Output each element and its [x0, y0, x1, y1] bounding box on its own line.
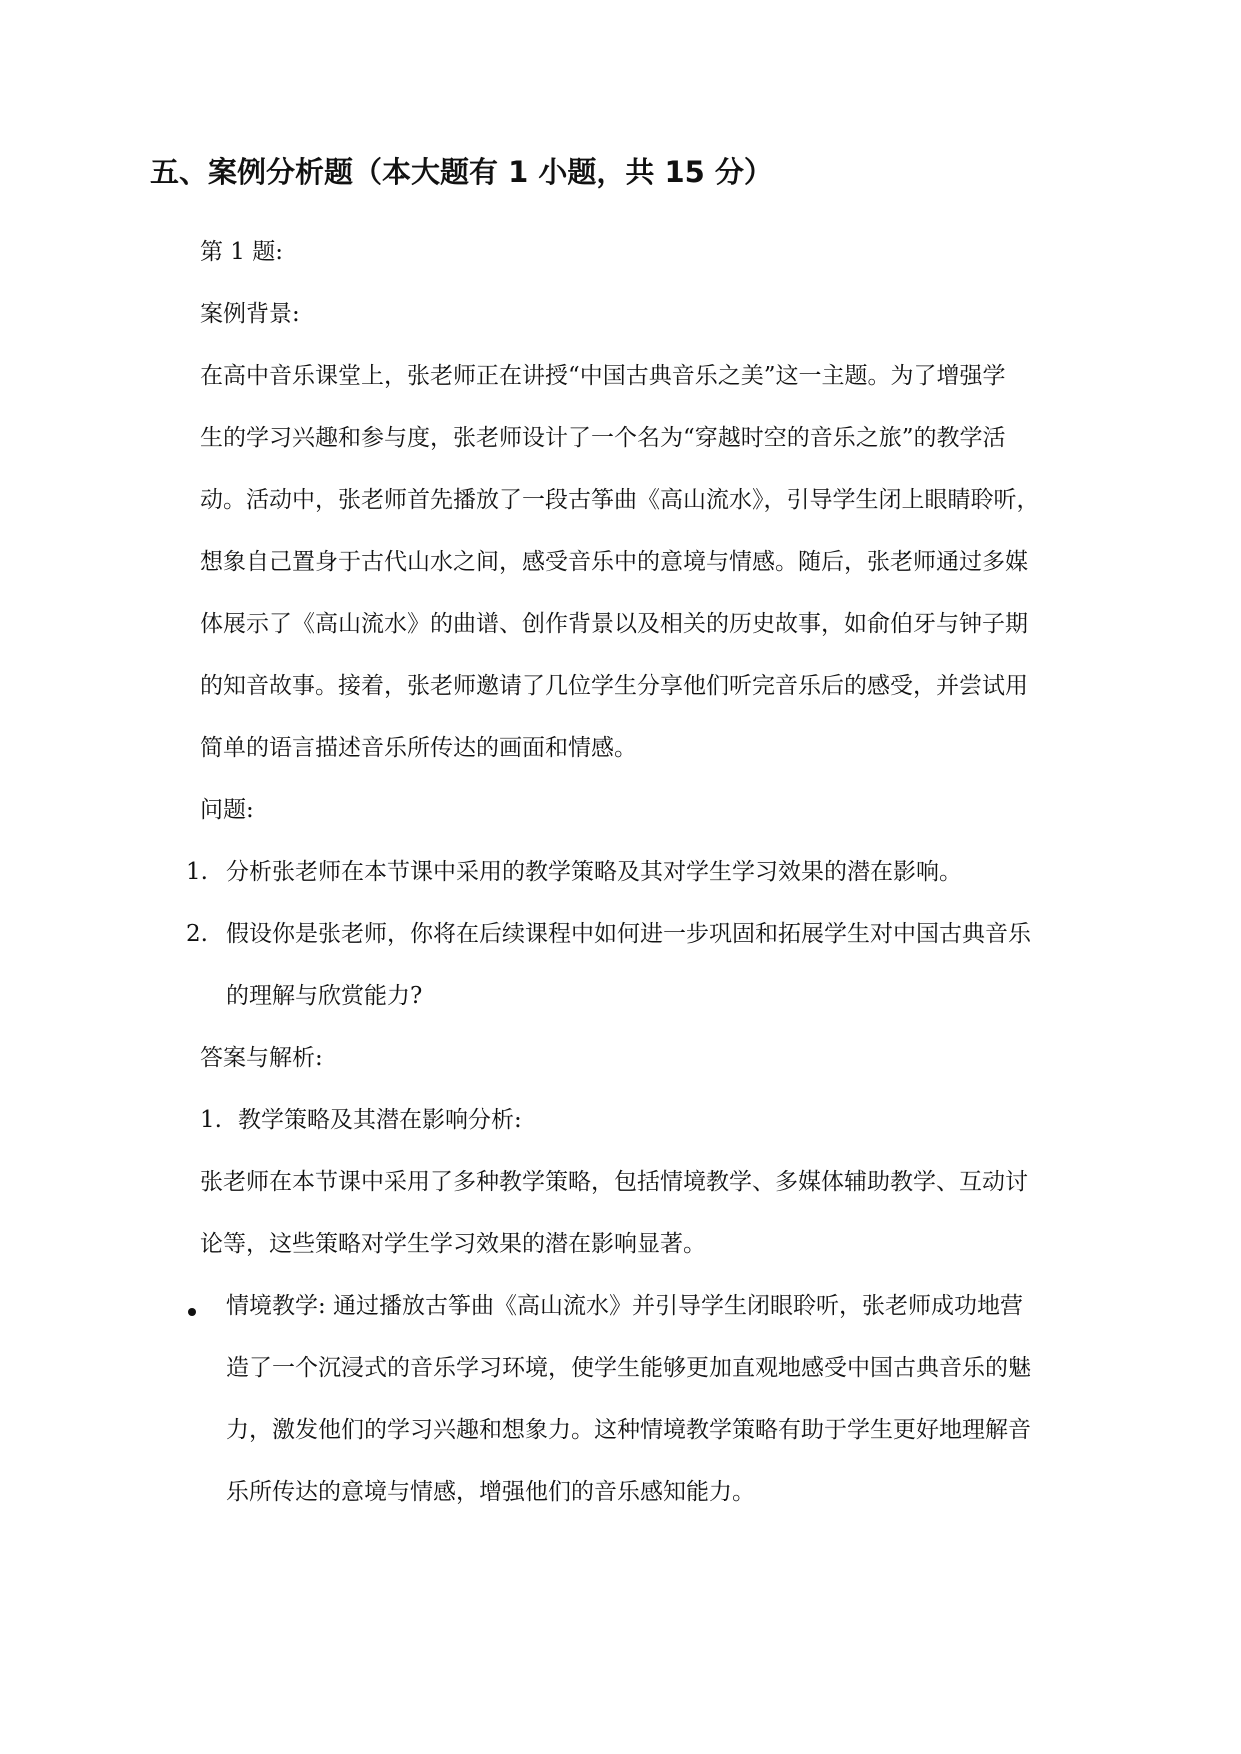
- answer-item-title: 教学策略及其潜在影响分析:: [238, 1107, 522, 1133]
- bullet-text-line: 力，激发他们的学习兴趣和想象力。这种情境教学策略有助于学生更好地理解音: [226, 1417, 1031, 1443]
- background-line: 体展示了《高山流水》的曲谱、创作背景以及相关的历史故事，如俞伯牙与钟子期: [200, 611, 1028, 637]
- question-number: 2.: [186, 921, 208, 947]
- bullet-text-line: 造了一个沉浸式的音乐学习环境，使学生能够更加直观地感受中国古典音乐的魅: [226, 1355, 1031, 1381]
- background-line: 想象自己置身于古代山水之间，感受音乐中的意境与情感。随后，张老师通过多媒: [200, 549, 1028, 575]
- answer-summary-line: 论等，这些策略对学生学习效果的潜在影响显著。: [200, 1231, 706, 1257]
- bullet-text-line: 情境教学: 通过播放古筝曲《高山流水》并引导学生闭眼聆听，张老师成功地营: [226, 1293, 1024, 1319]
- answer-label: 答案与解析:: [200, 1045, 323, 1071]
- background-line: 动。活动中，张老师首先播放了一段古筝曲《高山流水》，引导学生闭上眼睛聆听，: [200, 487, 1040, 513]
- answer-summary-line: 张老师在本节课中采用了多种教学策略，包括情境教学、多媒体辅助教学、互动讨: [200, 1169, 1028, 1195]
- bullet-icon: [188, 1308, 196, 1316]
- background-line: 在高中音乐课堂上，张老师正在讲授“中国古典音乐之美”这一主题。为了增强学: [200, 363, 1006, 389]
- background-line: 生的学习兴趣和参与度，张老师设计了一个名为“穿越时空的音乐之旅”的教学活: [200, 425, 1006, 451]
- background-label: 案例背景:: [200, 301, 300, 327]
- bullet-text-line: 乐所传达的意境与情感，增强他们的音乐感知能力。: [226, 1479, 755, 1505]
- section-heading: 五、案例分析题（本大题有 1 小题，共 15 分）: [150, 155, 773, 189]
- background-line: 的知音故事。接着，张老师邀请了几位学生分享他们听完音乐后的感受，并尝试用: [200, 673, 1028, 699]
- question-text: 分析张老师在本节课中采用的教学策略及其对学生学习效果的潜在影响。: [226, 859, 962, 885]
- question-text: 的理解与欣赏能力?: [226, 983, 423, 1009]
- background-line: 简单的语言描述音乐所传达的画面和情感。: [200, 735, 637, 761]
- question-label: 第 1 题:: [200, 239, 284, 265]
- question-text: 假设你是张老师，你将在后续课程中如何进一步巩固和拓展学生对中国古典音乐: [226, 921, 1031, 947]
- questions-label: 问题:: [200, 797, 254, 823]
- question-number: 1.: [186, 859, 208, 885]
- answer-item-number: 1.: [200, 1107, 222, 1133]
